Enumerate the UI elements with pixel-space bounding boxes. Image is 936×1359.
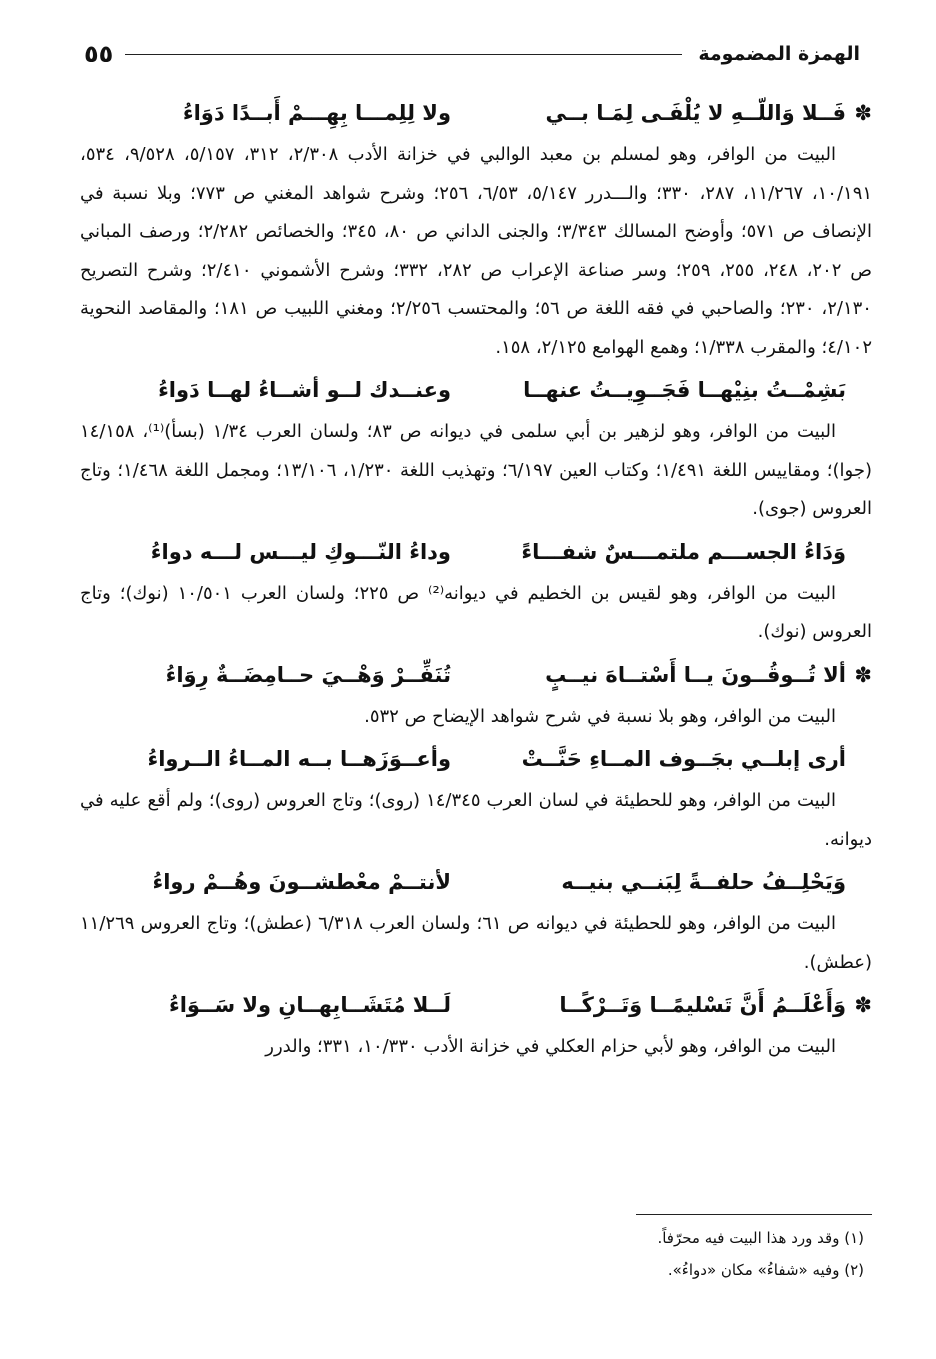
first-hemistich: وَدَاءُ الجســـم ملتمـــسٌ شفـــاءً — [521, 539, 846, 564]
second-hemistich: تُنَفِّــرْ وَهْــيَ حــامِضَــةٌ رِوَاءُ — [165, 662, 451, 687]
verse-commentary: البيت من الوافر، وهو للحطيئة في ديوانه ص ٦١؛ ولسان العرب ٦/٣١٨ (عطش)؛ وتاج العروس ١١/٢٦٩ (عطش). — [80, 913, 872, 973]
second-hemistich: ولا لِلِمـــا بِهِـــمْ أَبــدًا دَوَاءُ — [182, 101, 451, 125]
first-hemistich: وَأَعْلَــمُ أَنَّ تَسْليمًــا وَتَــرْكًــا — [559, 993, 846, 1017]
second-hemistich: وداءُ النّـــوكِ ليـــس لـــه دواءُ — [150, 539, 451, 564]
header-rule — [125, 54, 682, 55]
star-marker: ✽ — [854, 662, 872, 687]
verse-entry — [80, 859, 872, 982]
page-number: ٥٥ — [84, 40, 114, 68]
verse-commentary: البيت من الوافر، وهو لمسلم بن معبد الوالبي في خزانة الأدب ٢/٣٠٨، ٣١٢، ٥/١٥٧، ٩/٥٢٨، ٥٣٤، ١٠/١٩١، ١١/٢٦٧، ٢٨٧، ٣٣٠؛ والـــدرر ٥/١٤٧، ٦/٥٣، ٢٥٦؛ وشرح شواهد المغني ص ٧٧٣؛ وبلا نسبة في الإنصاف ص ٥٧١؛ وأوضح المسالك ٣/٣٤٣؛ والجنى الداني ص ٨٠، ٣٤٥؛ والخصائص ٢/٢٨٢؛ ورصف المباني ص ٢٠٢، ٢٤٨، ٢٥٥، ٢٥٩؛ وسر صناعة الإعراب ص ٢٨٢، ٣٣٢؛ وشرح الأشموني ٢/٤١٠؛ وشرح التصريح ٢/١٣٠، ٢٣٠؛ والصاحبي في فقه اللغة ص ٥٦؛ والمحتسب ٢/٢٥٦؛ ومغني اللبيب ص ١٨١؛ والمقاصد النحوية ٤/١٠٢؛ والمقرب ١/٣٣٨؛ وهمع الهوامع ٢/١٢٥، ١٥٨. — [80, 144, 873, 358]
first-hemistich: وَيَحْلِــفُ حلفــةً لِبَنــي بنيــه — [561, 870, 846, 894]
page-header — [84, 36, 860, 72]
verse-entry — [80, 529, 872, 652]
first-hemistich: ألا تُــوقُــونَ يــا أَسْتــاهَ نيــبٍ — [545, 662, 846, 687]
main-text — [80, 90, 872, 1067]
verse-commentary: البيت من الوافر، وهو للحطيئة في لسان العرب ١٤/٣٤٥ (روى)؛ وتاج العروس (روى)؛ ولم أقع عليه في ديوانه. — [80, 790, 872, 850]
verse-entry — [80, 736, 872, 859]
footnotes — [120, 1222, 864, 1286]
first-hemistich: فَــلا وَاللّــهِ لا يُلْفَـى لِمَـا بــي — [545, 101, 846, 125]
poetry-verse — [80, 982, 872, 1028]
poetry-verse — [80, 652, 872, 698]
star-marker: ✽ — [854, 101, 872, 125]
poetry-verse — [80, 529, 872, 575]
poetry-verse — [80, 859, 872, 905]
verse-commentary: البيت من الوافر، وهو لزهير بن أبي سلمى في ديوانه ص ٨٣؛ ولسان العرب ١/٣٤ (بسأ)⁽¹⁾، ١٤/١٥٨ (جوا)؛ ومقاييس اللغة ١/٤٩١؛ وكتاب العين ٦/١٩٧؛ وتهذيب اللغة ١/٢٣٠، ١٣/١٠٦؛ ومجمل اللغة ١/٤٦٨؛ وتاج العروس (جوى). — [80, 421, 872, 519]
verse-entry — [80, 90, 872, 367]
verse-commentary: البيت من الوافر، وهو لقيس بن الخطيم في ديوانه⁽²⁾ ص ٢٢٥؛ ولسان العرب ١٠/٥٠١ (نوك)؛ وتاج العروس (نوك). — [80, 582, 872, 642]
footnote-rule — [636, 1214, 872, 1215]
star-marker: ✽ — [854, 993, 872, 1017]
second-hemistich: وأعــوَزَهــا بــه المــاءُ الــرواءُ — [147, 747, 451, 771]
verse-entry — [80, 982, 872, 1067]
verse-commentary: البيت من الوافر، وهو لأبي حزام العكلي في خزانة الأدب ١٠/٣٣٠، ٣٣١؛ والدرر — [265, 1036, 836, 1057]
poetry-verse — [80, 736, 872, 782]
first-hemistich: بَشِمْــتُ بنِيْهــا فَجَــوِيــتُ عنهــا — [523, 378, 846, 402]
second-hemistich: وعنــدك لــو أشــاءُ لهــا دَواءُ — [158, 378, 451, 402]
second-hemistich: لَــلا مُتَشَــابِهــانِ ولا سَــوَاءُ — [168, 993, 451, 1017]
second-hemistich: لأنتــمْ معْطشــونَ وهُــمْ رواءُ — [152, 870, 451, 894]
footnote: (١) وقد ورد هذا البيت فيه محرّفاً. — [657, 1229, 864, 1247]
poetry-verse — [80, 90, 872, 136]
verse-entry — [80, 652, 872, 737]
footnote: (٢) وفيه «شفاءُ» مكان «دواءُ». — [667, 1261, 864, 1279]
verse-entry — [80, 367, 872, 529]
verse-commentary: البيت من الوافر، وهو بلا نسبة في شرح شواهد الإيضاح ص ٥٣٢. — [364, 705, 836, 727]
poetry-verse — [80, 367, 872, 413]
running-title: الهمزة المضمومة — [698, 43, 860, 65]
first-hemistich: أرى إبلــي بجَــوف المــاءِ حَنَّــتْ — [521, 747, 846, 771]
